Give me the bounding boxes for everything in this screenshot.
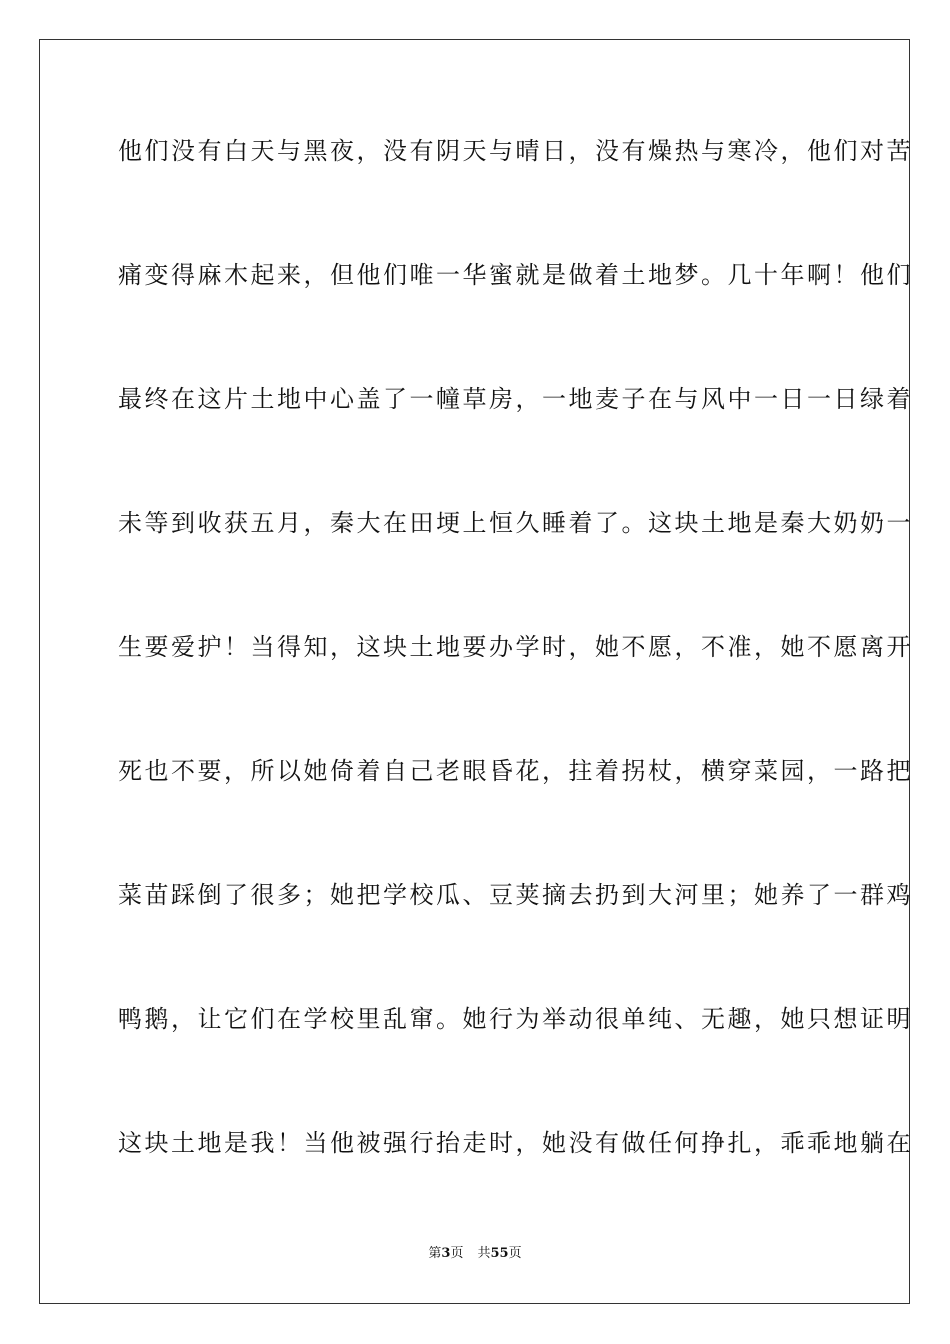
- text-line: 生要爱护！当得知，这块土地要办学时，她不愿，不准，她不愿离开: [118, 633, 913, 661]
- text-line: 菜苗踩倒了很多；她把学校瓜、豆荚摘去扔到大河里；她养了一群鸡: [118, 881, 913, 909]
- text-line: 未等到收获五月，秦大在田埂上恒久睡着了。这块土地是秦大奶奶一: [118, 509, 913, 537]
- total-page-count: 55: [490, 1246, 509, 1261]
- text-line: 痛变得麻木起来，但他们唯一华蜜就是做着土地梦。几十年啊！他们: [118, 261, 913, 289]
- text-line: 死也不要，所以她倚着自己老眼昏花，拄着拐杖，横穿菜园，一路把: [118, 757, 913, 785]
- text-line: 最终在这片土地中心盖了一幢草房，一地麦子在与风中一日一日绿着: [118, 385, 913, 413]
- current-page-number: 3: [441, 1246, 451, 1261]
- text-line: 这块土地是我！当他被强行抬走时，她没有做任何挣扎，乖乖地躺在: [118, 1129, 913, 1157]
- page-label-prefix: 第: [428, 1246, 442, 1261]
- total-label-prefix: 共: [477, 1246, 491, 1261]
- page-footer: [0, 1246, 950, 1262]
- page-label-suffix: 页: [450, 1246, 464, 1261]
- text-line: 鸭鹅，让它们在学校里乱窜。她行为举动很单纯、无趣，她只想证明: [118, 1005, 913, 1033]
- text-line: 他们没有白天与黑夜，没有阴天与晴日，没有燥热与寒冷，他们对苦: [118, 137, 913, 165]
- page-border: [39, 39, 913, 1304]
- total-label-suffix: 页: [508, 1246, 522, 1261]
